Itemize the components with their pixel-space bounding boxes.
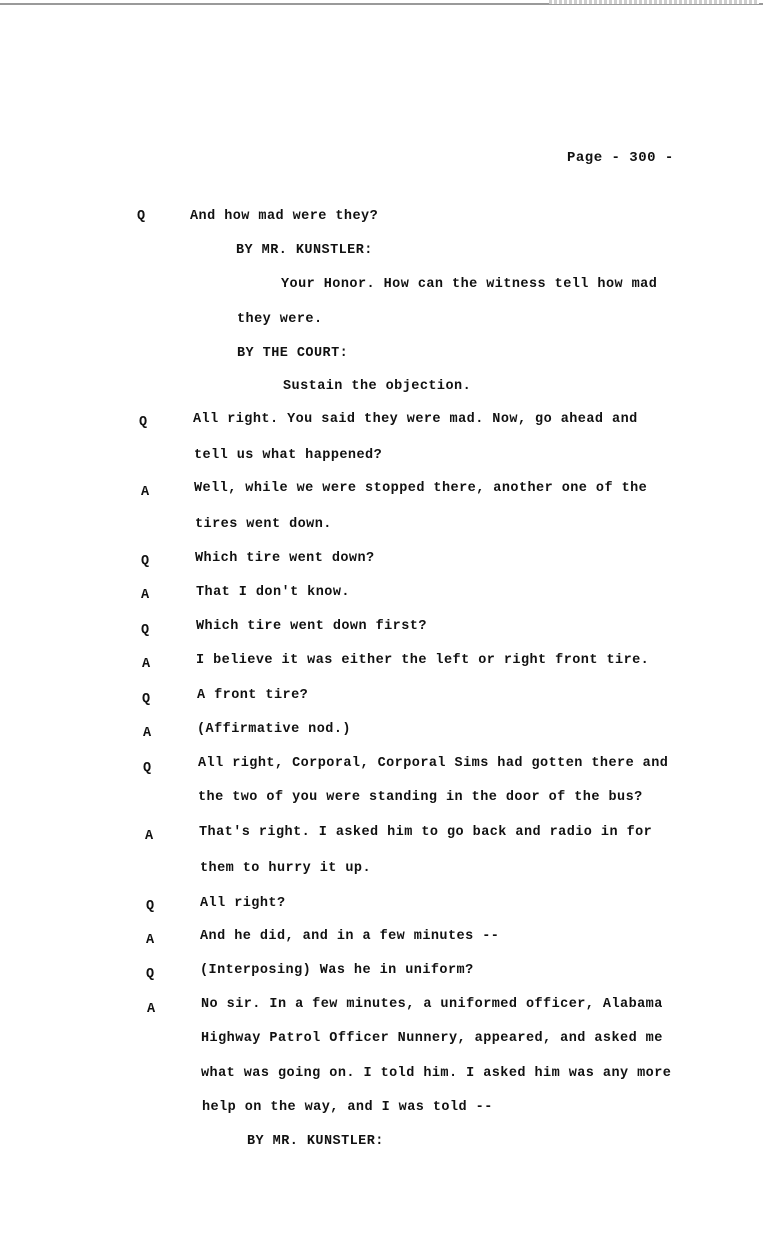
speaker-label: Q bbox=[143, 761, 152, 776]
transcript-line: BY MR. KUNSTLER: bbox=[236, 243, 373, 258]
page-number-header: Page - 300 - bbox=[567, 150, 674, 166]
speaker-label: A bbox=[147, 1002, 156, 1017]
transcript-line: tires went down. bbox=[195, 517, 332, 532]
transcript-line: And how mad were they? bbox=[190, 209, 379, 224]
transcript-line: they were. bbox=[237, 312, 323, 327]
transcript-line: (Affirmative nod.) bbox=[197, 722, 351, 737]
transcript-line: (Interposing) Was he in uniform? bbox=[200, 963, 474, 978]
speaker-label: A bbox=[141, 588, 150, 603]
transcript-line: I believe it was either the left or right front tire. bbox=[196, 653, 650, 668]
transcript-line: All right, Corporal, Corporal Sims had gotten there and bbox=[198, 756, 669, 771]
transcript-line: Which tire went down first? bbox=[196, 619, 427, 634]
speaker-label: Q bbox=[141, 623, 150, 638]
speaker-label: Q bbox=[139, 415, 148, 430]
transcript-line: what was going on. I told him. I asked him was any more bbox=[201, 1066, 672, 1081]
transcript-line: Highway Patrol Officer Nunnery, appeared, and asked me bbox=[201, 1031, 663, 1046]
transcript-line: A front tire? bbox=[197, 688, 309, 703]
transcript-line: the two of you were standing in the door of the bus? bbox=[198, 790, 643, 805]
transcript-line: Which tire went down? bbox=[195, 551, 375, 566]
transcript-line: All right? bbox=[200, 896, 286, 911]
transcript-line: Sustain the objection. bbox=[283, 379, 472, 394]
transcript-line: No sir. In a few minutes, a uniformed officer, Alabama bbox=[201, 997, 663, 1012]
speaker-label: Q bbox=[141, 554, 150, 569]
transcript-line: Well, while we were stopped there, another one of the bbox=[194, 481, 648, 496]
top-scan-mark bbox=[549, 0, 759, 4]
transcript-line: BY THE COURT: bbox=[237, 346, 349, 361]
speaker-label: A bbox=[141, 485, 150, 500]
transcript-line: That I don't know. bbox=[196, 585, 350, 600]
transcript-line: And he did, and in a few minutes -- bbox=[200, 929, 500, 944]
speaker-label: A bbox=[146, 933, 155, 948]
transcript-line: That's right. I asked him to go back and radio in for bbox=[199, 825, 653, 840]
transcript-line: All right. You said they were mad. Now, go ahead and bbox=[193, 412, 638, 427]
transcript-line: them to hurry it up. bbox=[200, 861, 372, 876]
speaker-label: A bbox=[142, 657, 151, 672]
transcript-line: help on the way, and I was told -- bbox=[202, 1100, 493, 1115]
speaker-label: A bbox=[143, 726, 152, 741]
speaker-label: Q bbox=[137, 209, 146, 224]
speaker-label: Q bbox=[142, 692, 151, 707]
speaker-label: A bbox=[145, 829, 154, 844]
transcript-line: tell us what happened? bbox=[194, 448, 383, 463]
transcript-line: BY MR. KUNSTLER: bbox=[247, 1134, 384, 1149]
transcript-line: Your Honor. How can the witness tell how mad bbox=[281, 277, 658, 292]
speaker-label: Q bbox=[146, 899, 155, 914]
speaker-label: Q bbox=[146, 967, 155, 982]
